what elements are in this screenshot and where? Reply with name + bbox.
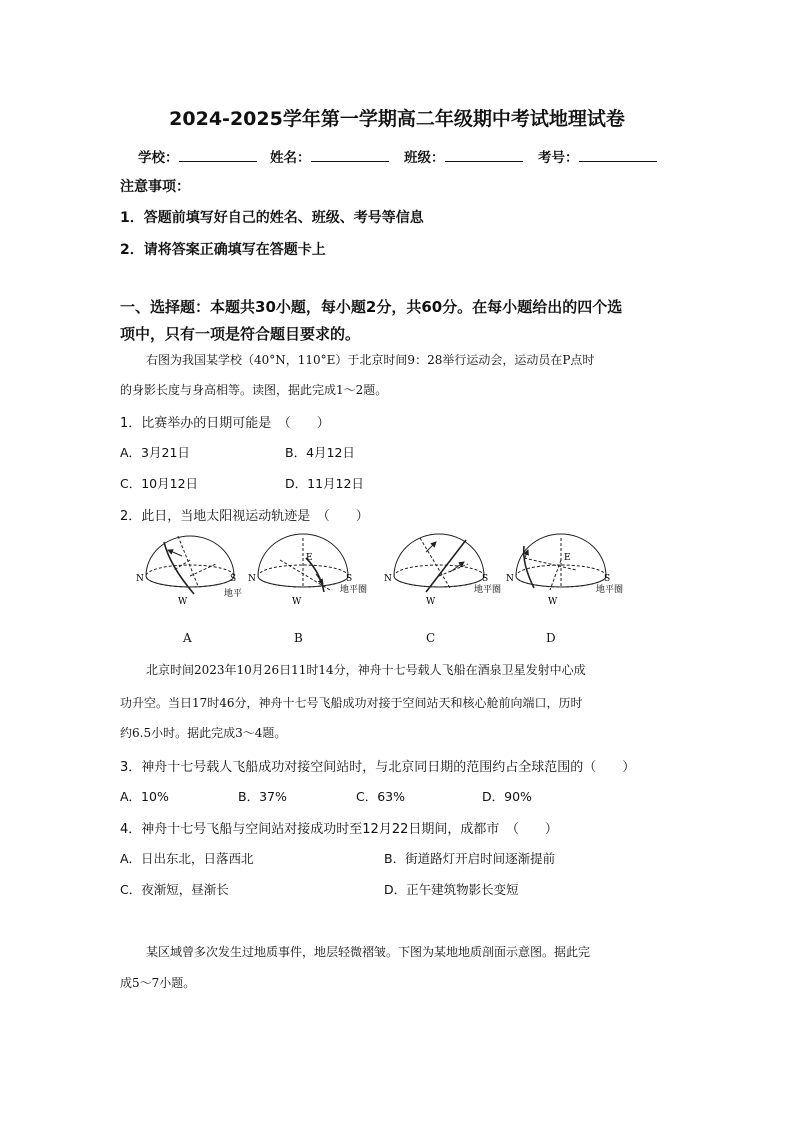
question-1-option-c: C．10月12日 bbox=[120, 476, 199, 491]
notice-heading: 注意事项： bbox=[120, 179, 190, 195]
diagram-b-e-label: E bbox=[306, 553, 313, 563]
number-field bbox=[538, 146, 657, 166]
diagram-c-s-label: S bbox=[482, 574, 489, 584]
school-field bbox=[138, 146, 257, 166]
diagram-b-w-label: W bbox=[292, 597, 302, 607]
question-2-stem: 2．此日，当地太阳视运动轨迹是 （ ） bbox=[120, 509, 369, 524]
name-blank bbox=[311, 149, 389, 162]
question-3-option-c: C．63% bbox=[356, 789, 406, 804]
diagram-b-letter: B bbox=[294, 631, 303, 645]
section-heading-line-1: 一、选择题：本题共30小题，每小题2分，共60分。在每小题给出的四个选 bbox=[120, 298, 623, 316]
diagram-a-s-label: S bbox=[230, 574, 237, 584]
diagram-c-letter: C bbox=[426, 631, 436, 645]
diagram-c-horizon-label: 地平圈 bbox=[474, 585, 502, 595]
diagram-d-w-label: W bbox=[548, 597, 558, 607]
question-4-option-d: D．正午建筑物影长变短 bbox=[384, 882, 519, 897]
intro-1-line-2: 的身影长度与身高相等。读图，据此完成1～2题。 bbox=[120, 383, 388, 397]
class-label: 班级： bbox=[404, 150, 445, 166]
question-1-option-a: A．3月21日 bbox=[120, 445, 190, 460]
diagram-d-n-label: N bbox=[506, 574, 514, 584]
name-field bbox=[270, 146, 389, 166]
diagram-c-w-label: W bbox=[426, 597, 436, 607]
diagram-b-s-label: S bbox=[346, 574, 353, 584]
intro-3-line-2: 成5～7小题。 bbox=[120, 976, 196, 990]
diagram-b bbox=[258, 534, 348, 592]
school-label: 学校： bbox=[138, 150, 179, 166]
question-1-option-b: B．4月12日 bbox=[285, 445, 355, 460]
question-3-option-a: A．10% bbox=[120, 789, 169, 804]
school-blank bbox=[179, 149, 257, 162]
diagram-a bbox=[146, 536, 237, 594]
diagram-b-horizon-label: 地平圈 bbox=[340, 585, 368, 595]
question-3-option-b: B．37% bbox=[238, 789, 287, 804]
question-3-option-d: D．90% bbox=[482, 789, 532, 804]
intro-3-line-1: 某区域曾多次发生过地质事件，地层轻微褶皱。下图为某地地质剖面示意图。据此完 bbox=[146, 945, 591, 959]
diagram-a-letter: A bbox=[183, 631, 192, 645]
diagram-d-letter: D bbox=[546, 631, 556, 645]
diagram-d-s-label: S bbox=[604, 574, 611, 584]
intro-2-line-2: 功升空。当日17时46分，神舟十七号飞船成功对接于空间站天和核心舱前向端口，历时 bbox=[120, 696, 583, 710]
diagram-c bbox=[394, 534, 484, 592]
question-3-stem: 3．神舟十七号载人飞船成功对接空间站时，与北京同日期的范围约占全球范围的（ ） bbox=[120, 760, 636, 775]
number-label: 考号： bbox=[538, 150, 579, 166]
question-4-option-c: C．夜渐短，昼渐长 bbox=[120, 882, 229, 897]
question-4-stem: 4．神舟十七号飞船与空间站对接成功时至12月22日期间，成都市 （ ） bbox=[120, 822, 558, 837]
diagram-a-w-label: W bbox=[178, 597, 188, 607]
name-label: 姓名： bbox=[270, 150, 311, 166]
intro-1-line-1: 右图为我国某学校（40°N，110°E）于北京时间9：28举行运动会，运动员在P点时 bbox=[146, 353, 595, 367]
section-heading-line-2: 项中，只有一项是符合题目要求的。 bbox=[120, 325, 361, 343]
page-title: 2024-2025学年第一学期高二年级期中考试地理试卷 bbox=[169, 108, 625, 130]
diagram-c-n-label: N bbox=[384, 574, 392, 584]
notice-item-1: 1．答题前填写好自己的姓名、班级、考号等信息 bbox=[120, 210, 424, 226]
diagram-d-horizon-label: 地平圈 bbox=[596, 585, 624, 595]
number-blank bbox=[579, 149, 657, 162]
class-blank bbox=[445, 149, 523, 162]
question-4-option-a: A．日出东北，日落西北 bbox=[120, 851, 254, 866]
diagram-d-e-label: E bbox=[564, 553, 571, 563]
diagram-a-horizon-label: 地平 bbox=[224, 589, 243, 599]
diagram-d bbox=[516, 534, 606, 590]
intro-2-line-3: 约6.5小时。据此完成3～4题。 bbox=[120, 726, 287, 740]
sun-path-diagrams bbox=[120, 530, 640, 610]
question-1-option-d: D．11月12日 bbox=[285, 476, 364, 491]
class-field bbox=[404, 146, 523, 166]
question-4-option-b: B．街道路灯开启时间逐渐提前 bbox=[384, 851, 556, 866]
diagram-a-n-label: N bbox=[136, 574, 144, 584]
intro-2-line-1: 北京时间2023年10月26日11时14分，神舟十七号载人飞船在酒泉卫星发射中心成 bbox=[146, 663, 586, 677]
question-1-stem: 1．比赛举办的日期可能是 （ ） bbox=[120, 416, 330, 431]
notice-item-2: 2．请将答案正确填写在答题卡上 bbox=[120, 242, 326, 258]
diagram-b-n-label: N bbox=[248, 574, 256, 584]
